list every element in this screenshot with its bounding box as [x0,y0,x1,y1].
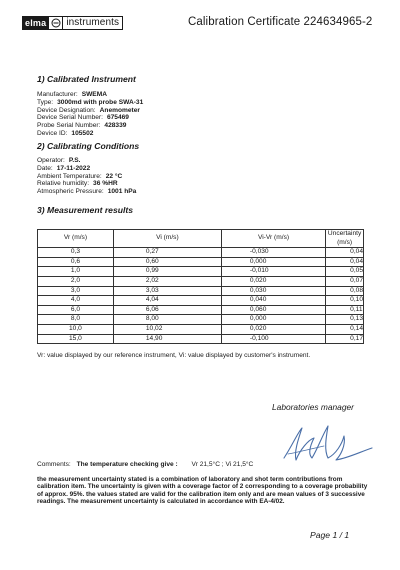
table-cell: 0,000 [221,315,325,325]
table-cell: 0,08 [326,286,364,296]
table-cell: 0,030 [221,286,325,296]
field-value: P.S. [68,157,81,164]
field-row [37,122,143,130]
field-value: 428339 [104,122,127,130]
signature-title: Laboratories manager [272,402,354,412]
table-row [38,276,364,286]
field-value: 1001 hPa [107,188,137,196]
table-cell: -0,010 [221,267,325,277]
table-row [38,324,364,334]
table-cell: 2,02 [113,276,221,286]
column-header: Vr (m/s) [38,230,114,248]
section-title-conditions: 2) Calibrating Conditions [37,141,140,151]
table-cell: 0,17 [326,334,364,344]
field-row [37,130,143,138]
table-cell: 0,11 [326,305,364,315]
table-row [38,267,364,277]
certificate-title: Calibration Certificate 224634965-2 [188,16,373,28]
uncertainty-paragraph: the measurement uncertainty stated is a combination of laboratory and shot term contributions from calibration item. The uncertainty is given with a coverage factor of 2 corresponding to a coverage probability of approx. 95%. the values stated are valid for the calibration item only and are mean values of 3 successive readings. The measurement uncertainty is calculated in accordance with EA-4/02. [37,476,368,506]
conditions-fields [37,157,136,196]
table-cell: 0,10 [326,296,364,306]
table-cell: 0,13 [326,315,364,325]
table-header-row [38,230,364,248]
field-label: Device Serial Number: [37,114,103,122]
page-number: Page 1 / 1 [310,530,350,540]
table-cell: 2,0 [38,276,114,286]
table-row [38,286,364,296]
table-cell: 4,04 [113,296,221,306]
table-cell: 10,0 [38,324,114,334]
table-cell: 15,0 [38,334,114,344]
table-cell: 0,04 [326,248,364,258]
column-header: Vi (m/s) [113,230,221,248]
table-cell: 0,020 [221,324,325,334]
table-cell: 1,0 [38,267,114,277]
table-cell: 0,27 [113,248,221,258]
table-cell: 0,020 [221,276,325,286]
field-value: SWEMA [81,91,107,98]
field-row [37,99,143,107]
table-cell: 0,07 [326,276,364,286]
field-row [37,173,136,181]
logo-elma-text: elma [22,16,49,30]
table-cell: 0,060 [221,305,325,315]
table-row [38,315,364,325]
table-cell: 0,040 [221,296,325,306]
field-value: 3000md with probe SWA-31 [57,98,144,106]
table-cell: 0,3 [38,248,114,258]
field-row [37,157,136,165]
field-value: Anemometer [99,106,140,114]
table-cell: 8,0 [38,315,114,325]
instrument-fields [37,91,143,138]
field-label: Type: [37,98,54,106]
field-label: Atmospheric Pressure: [37,188,104,196]
table-row [38,257,364,267]
table-cell: 10,02 [113,324,221,334]
logo-instruments-text: instruments [63,16,123,30]
comments-line [37,461,253,468]
field-row [37,165,136,173]
field-value: 675469 [106,114,129,122]
field-value: 22 °C [105,172,123,180]
legend-note: Vr: value displayed by our reference instrument, Vi: value displayed by customer's instrument. [37,352,311,359]
table-row [38,296,364,306]
table-cell: 0,05 [326,267,364,277]
table-cell: -0,100 [221,334,325,344]
column-header: Uncertainty (m/s) [326,230,364,248]
field-label: Relative humidity: [37,180,90,188]
section-title-instrument: 1) Calibrated Instrument [37,74,136,84]
field-row [37,91,143,99]
field-row [37,114,143,122]
column-header: Vi-Vr (m/s) [221,230,325,248]
table-cell: 6,0 [38,305,114,315]
table-cell: 6,06 [113,305,221,315]
table-cell: 0,60 [113,257,221,267]
field-value: 36 %HR [93,180,118,188]
comments-label: Comments: [37,461,71,468]
section-title-results: 3) Measurement results [37,205,133,215]
table-row [38,248,364,258]
table-cell: 0,6 [38,257,114,267]
field-row [37,107,143,115]
table-cell: 14,90 [113,334,221,344]
table-row [38,334,364,344]
table-row [38,305,364,315]
field-row [37,188,136,196]
field-label: Ambient Temperature: [37,172,102,180]
measurement-table [37,229,364,344]
table-cell: 3,0 [38,286,114,296]
elma-instruments-logo [22,16,123,30]
field-label: Date: [37,164,53,172]
field-value: 17-11-2022 [56,164,91,172]
field-label: Device ID: [37,129,68,137]
table-cell: 4,0 [38,296,114,306]
comments-values: Vr 21,5°C ; Vi 21,5°C [191,461,254,468]
field-label: Probe Serial Number: [37,122,101,130]
table-cell: 3,03 [113,286,221,296]
field-label: Manufacturer: [37,91,78,98]
field-value: 105502 [71,129,94,137]
table-cell: 0,99 [113,267,221,277]
field-label: Device Designation: [37,106,96,114]
table-cell: 0,14 [326,324,364,334]
table-cell: -0,030 [221,248,325,258]
table-cell: 0,04 [326,257,364,267]
field-row [37,180,136,188]
field-label: Operator: [37,157,65,164]
table-cell: 8,00 [113,315,221,325]
table-cell: 0,000 [221,257,325,267]
logo-mark-icon [49,16,63,30]
signature-handwritten [278,418,376,468]
comments-text: The temperature checking give : [76,461,178,468]
